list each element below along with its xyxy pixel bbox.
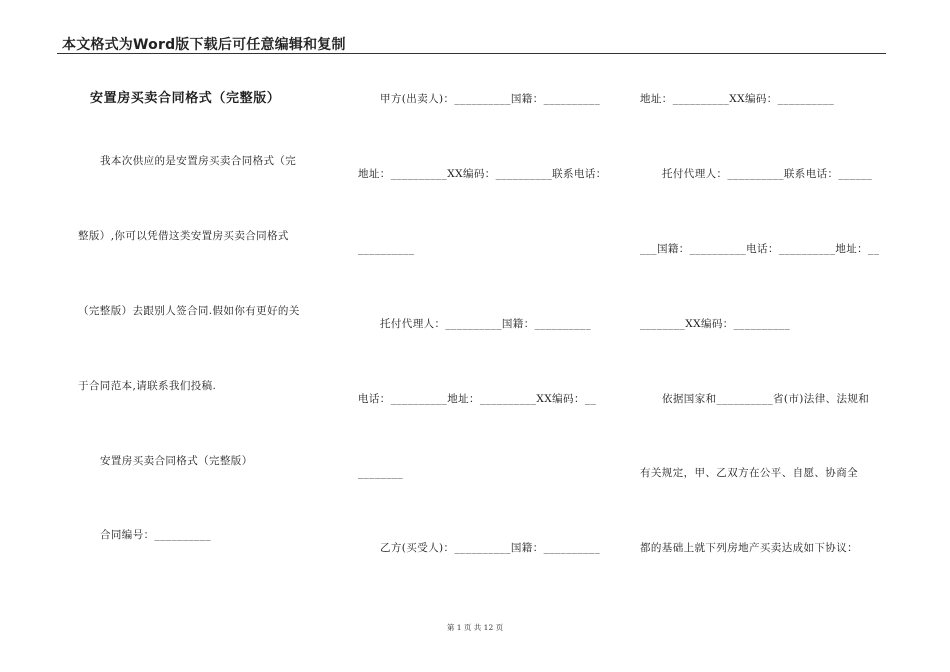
middle-line-4: 托付代理人：__________国籍：__________ [380, 318, 592, 330]
left-line-1: 我本次供应的是安置房买卖合同格式（完 [100, 155, 297, 167]
page-footer: 第 1 页 共 12 页 [446, 623, 504, 632]
left-line-3: （完整版）去跟别人签合同.假如你有更好的关 [78, 305, 300, 317]
document-title: 安置房买卖合同格式（完整版） [90, 91, 281, 106]
right-line-2: 托付代理人：__________联系电话：______ [662, 168, 873, 180]
document-header: 本文格式为Word版下载后可任意编辑和复制 [62, 37, 346, 53]
middle-line-3: __________ [358, 243, 415, 255]
middle-line-2: 地址：__________XX编码：__________联系电话： [358, 168, 607, 180]
right-line-3: ___国籍：__________电话：__________地址：__ [640, 243, 880, 255]
header-rule [57, 53, 886, 54]
right-line-4: ________XX编码：__________ [640, 318, 791, 330]
right-line-6: 有关规定，甲、乙双方在公平、自愿、协商全 [640, 467, 858, 479]
middle-line-5: 电话：__________地址：__________XX编码：__ [358, 393, 597, 405]
left-line-4: 于合同范本,请联系我们投稿. [78, 380, 217, 392]
middle-line-1: 甲方(出卖人)：__________国籍：__________ [380, 93, 601, 105]
middle-line-7: 乙方(买受人)：__________国籍：__________ [380, 542, 601, 554]
right-line-7: 都的基础上就下列房地产买卖达成如下协议： [640, 542, 858, 554]
right-line-1: 地址：__________XX编码：__________ [640, 93, 835, 105]
right-line-5: 依据国家和__________省(市)法律、法规和 [662, 393, 870, 405]
middle-line-6: ________ [358, 467, 404, 479]
left-line-5: 安置房买卖合同格式（完整版） [100, 455, 253, 467]
left-line-6: 合同编号：__________ [100, 529, 211, 541]
left-line-2: 整版）,你可以凭借这类安置房买卖合同格式 [78, 230, 289, 242]
